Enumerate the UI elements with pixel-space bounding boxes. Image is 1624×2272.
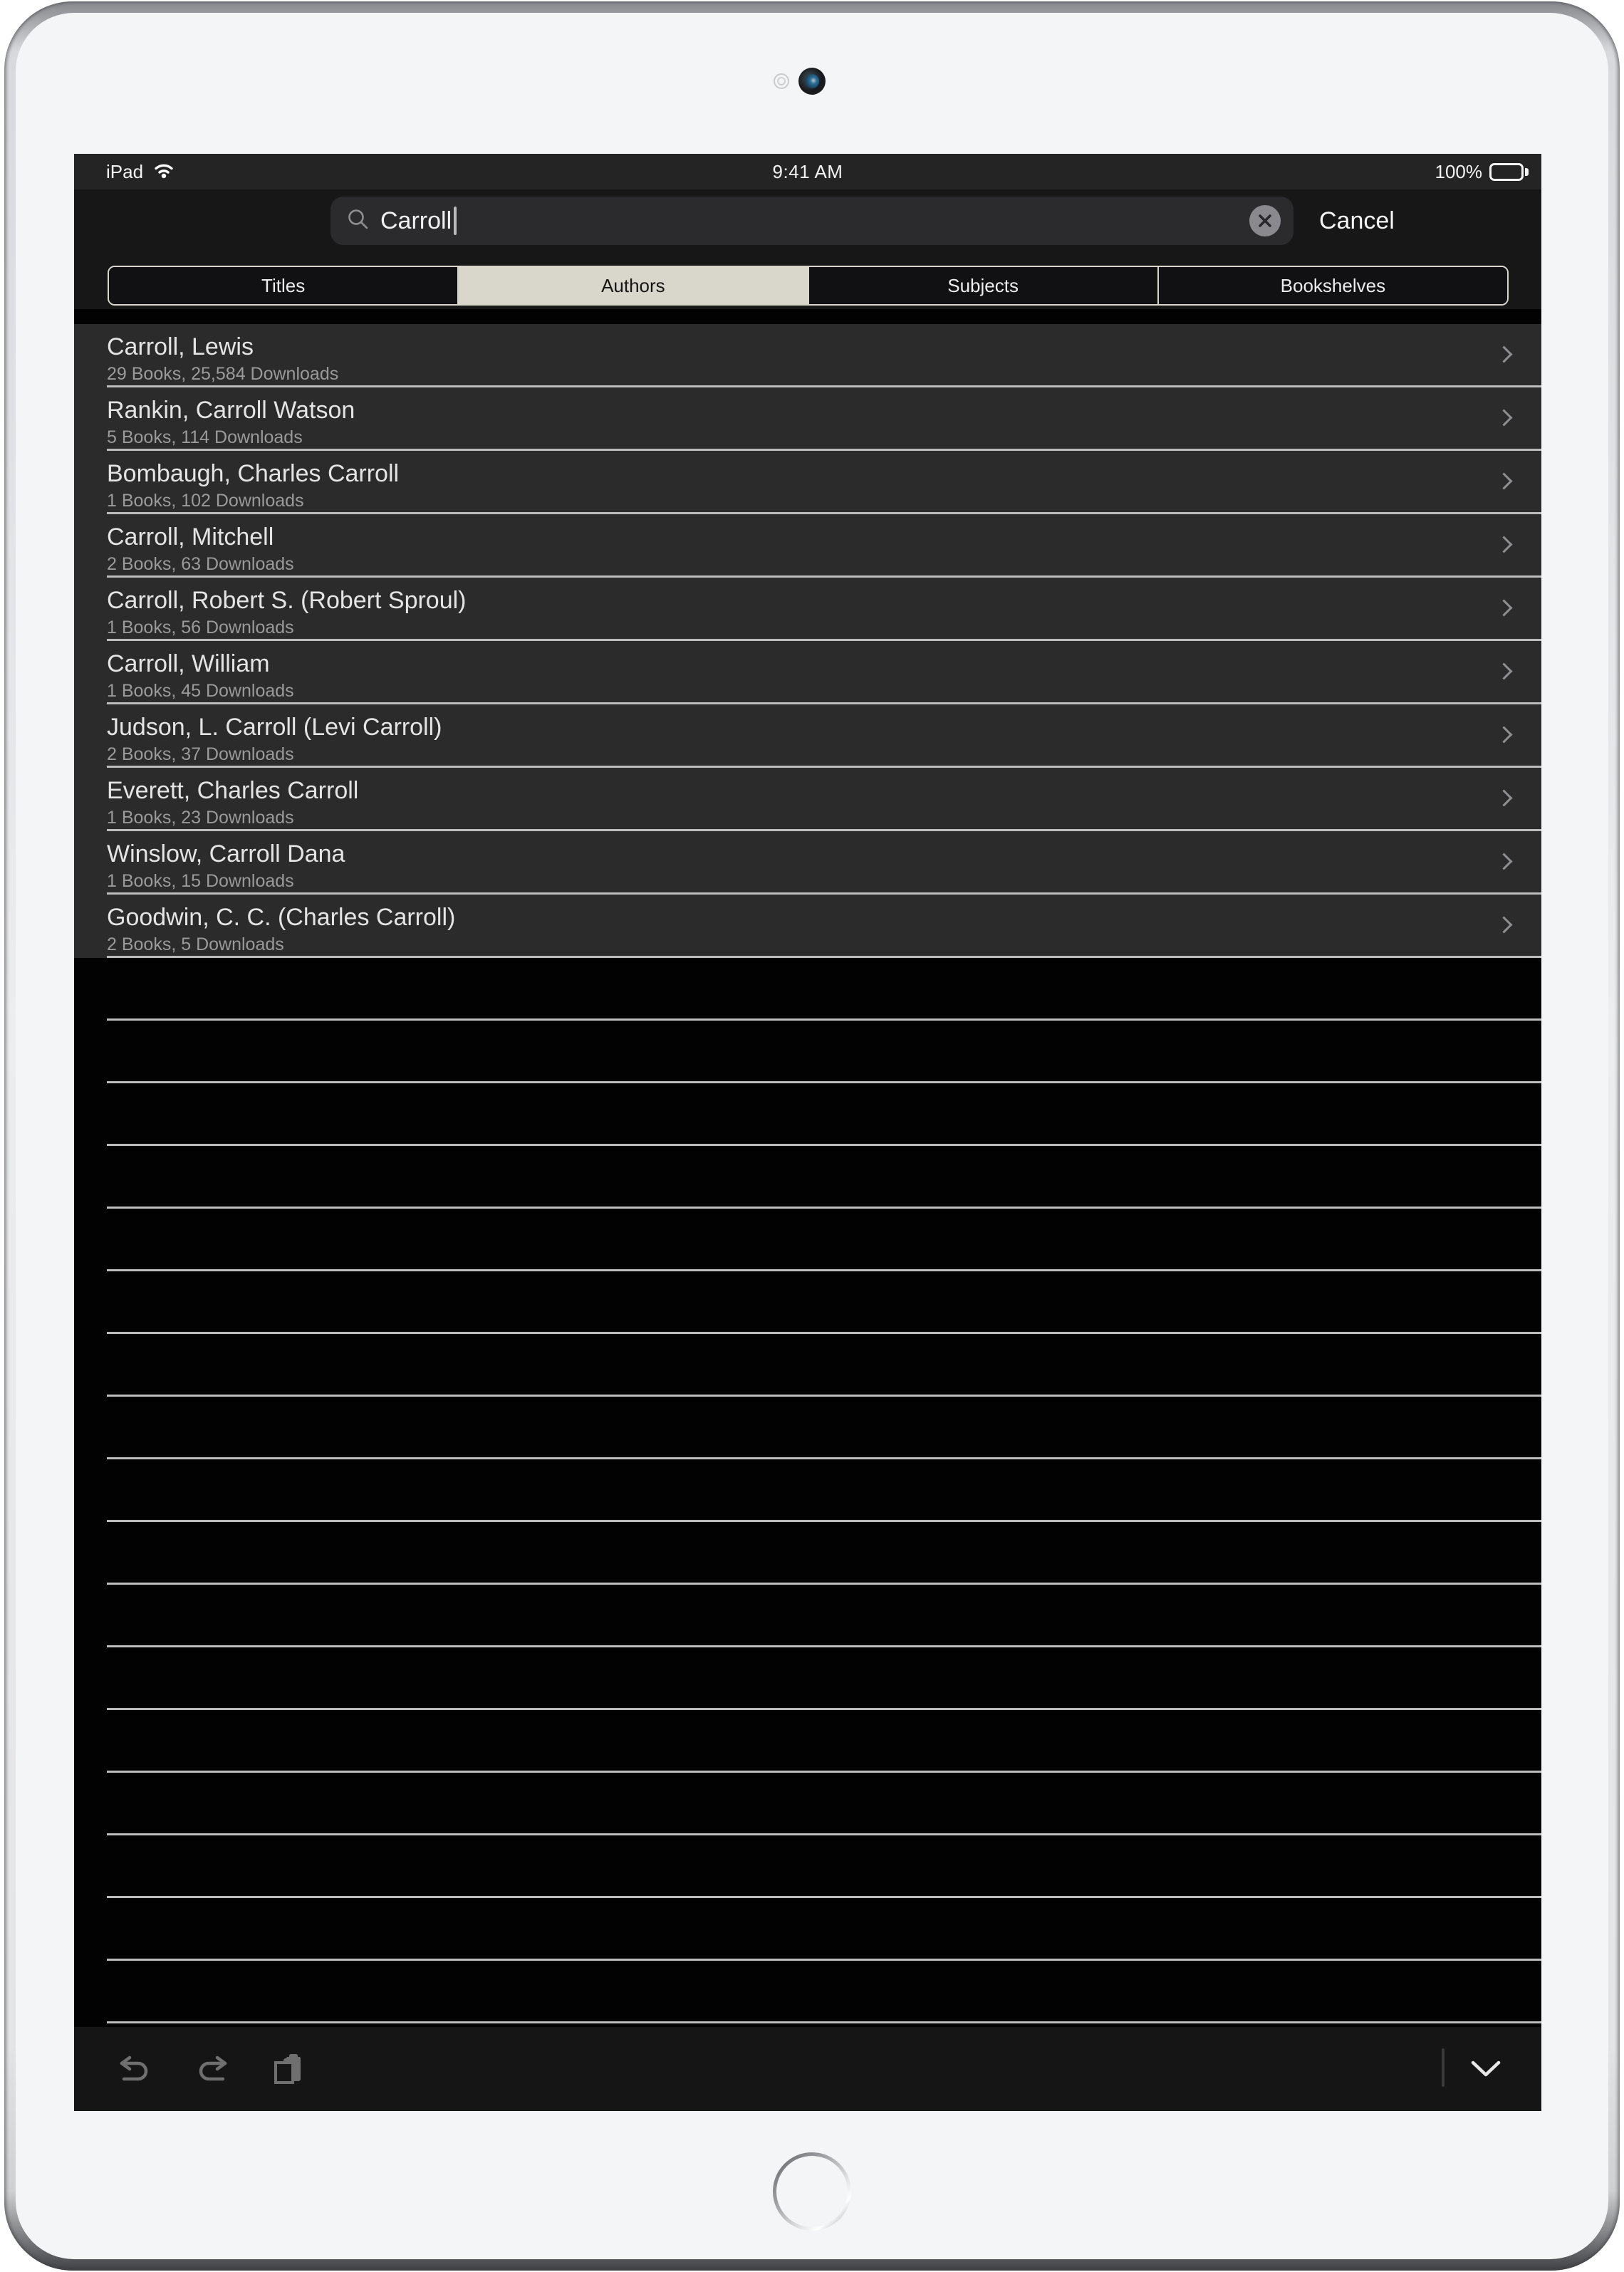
result-name: Carroll, Robert S. (Robert Sproul) — [107, 587, 467, 614]
chevron-right-icon — [1495, 789, 1512, 806]
chevron-right-icon — [1495, 345, 1512, 363]
search-input[interactable] — [330, 197, 1294, 245]
empty-row — [74, 1334, 1541, 1397]
screen — [74, 154, 1541, 2111]
chevron-right-icon — [1495, 599, 1512, 616]
author-result-row[interactable] — [74, 831, 1541, 895]
ambient-sensor — [774, 73, 789, 89]
chevron-right-icon — [1495, 536, 1512, 553]
result-name: Judson, L. Carroll (Levi Carroll) — [107, 714, 442, 741]
result-name: Carroll, Lewis — [107, 333, 254, 360]
battery-percent-label: 100% — [1435, 160, 1482, 182]
author-result-row[interactable] — [74, 387, 1541, 451]
empty-row — [74, 1773, 1541, 1835]
tab-titles[interactable]: Titles — [109, 267, 459, 304]
empty-row — [74, 1835, 1541, 1898]
empty-row — [74, 1710, 1541, 1773]
tab-authors[interactable]: Authors — [459, 267, 808, 304]
author-result-row[interactable] — [74, 514, 1541, 578]
keyboard-toolbar — [74, 2027, 1541, 2111]
search-query-text: Carroll — [380, 207, 452, 234]
result-detail: 1 Books, 45 Downloads — [107, 681, 294, 701]
author-result-row[interactable] — [74, 768, 1541, 831]
empty-row — [74, 1522, 1541, 1585]
result-detail: 1 Books, 23 Downloads — [107, 808, 294, 828]
empty-row — [74, 1459, 1541, 1522]
chevron-right-icon — [1495, 409, 1512, 426]
empty-row — [74, 1397, 1541, 1459]
result-name: Bombaugh, Charles Carroll — [107, 460, 400, 487]
scope-tabs — [108, 266, 1509, 306]
carrier-label: iPad — [106, 160, 144, 182]
empty-row — [74, 1961, 1541, 2023]
result-name: Goodwin, C. C. (Charles Carroll) — [107, 904, 456, 931]
status-time: 9:41 AM — [772, 160, 843, 182]
tab-subjects[interactable]: Subjects — [809, 267, 1159, 304]
results-list — [74, 309, 1541, 2027]
result-detail: 5 Books, 114 Downloads — [107, 427, 303, 447]
clear-search-button[interactable] — [1249, 205, 1281, 236]
empty-row — [74, 1021, 1541, 1083]
dismiss-keyboard-icon[interactable] — [1470, 2053, 1501, 2085]
result-detail: 2 Books, 63 Downloads — [107, 554, 294, 574]
author-result-row[interactable] — [74, 704, 1541, 768]
empty-row — [74, 1647, 1541, 1710]
result-name: Everett, Charles Carroll — [107, 777, 359, 804]
result-name: Carroll, Mitchell — [107, 523, 274, 551]
chevron-right-icon — [1495, 916, 1512, 933]
empty-row — [74, 1271, 1541, 1334]
result-name: Carroll, William — [107, 650, 270, 677]
empty-row — [74, 1898, 1541, 1961]
result-name: Winslow, Carroll Dana — [107, 840, 345, 867]
result-detail: 1 Books, 15 Downloads — [107, 871, 294, 891]
empty-row — [74, 1083, 1541, 1146]
author-result-row[interactable] — [74, 895, 1541, 958]
result-detail: 29 Books, 25,584 Downloads — [107, 364, 339, 384]
front-camera — [798, 68, 826, 95]
home-button[interactable] — [773, 2152, 851, 2231]
result-name: Rankin, Carroll Watson — [107, 397, 355, 424]
toolbar-divider — [1442, 2048, 1445, 2087]
empty-row — [74, 1146, 1541, 1209]
tab-bookshelves[interactable]: Bookshelves — [1159, 267, 1507, 304]
author-result-row[interactable] — [74, 324, 1541, 387]
chevron-right-icon — [1495, 472, 1512, 489]
undo-icon[interactable] — [119, 2053, 152, 2085]
chevron-right-icon — [1495, 726, 1512, 743]
chevron-right-icon — [1495, 853, 1512, 870]
empty-row — [74, 1585, 1541, 1647]
chevron-right-icon — [1495, 662, 1512, 679]
author-result-row[interactable] — [74, 641, 1541, 704]
result-detail: 2 Books, 5 Downloads — [107, 934, 284, 954]
author-result-row[interactable] — [74, 578, 1541, 641]
result-detail: 1 Books, 56 Downloads — [107, 617, 294, 637]
paste-icon[interactable] — [271, 2053, 304, 2085]
redo-icon[interactable] — [195, 2053, 228, 2085]
search-icon — [346, 207, 370, 235]
status-bar — [74, 154, 1541, 189]
empty-row — [74, 958, 1541, 1021]
result-detail: 2 Books, 37 Downloads — [107, 744, 294, 764]
search-header — [74, 189, 1541, 309]
text-cursor — [454, 207, 457, 235]
result-detail: 1 Books, 102 Downloads — [107, 491, 304, 511]
cancel-button[interactable]: Cancel — [1319, 207, 1395, 234]
empty-row — [74, 1209, 1541, 1271]
author-result-row[interactable] — [74, 451, 1541, 514]
